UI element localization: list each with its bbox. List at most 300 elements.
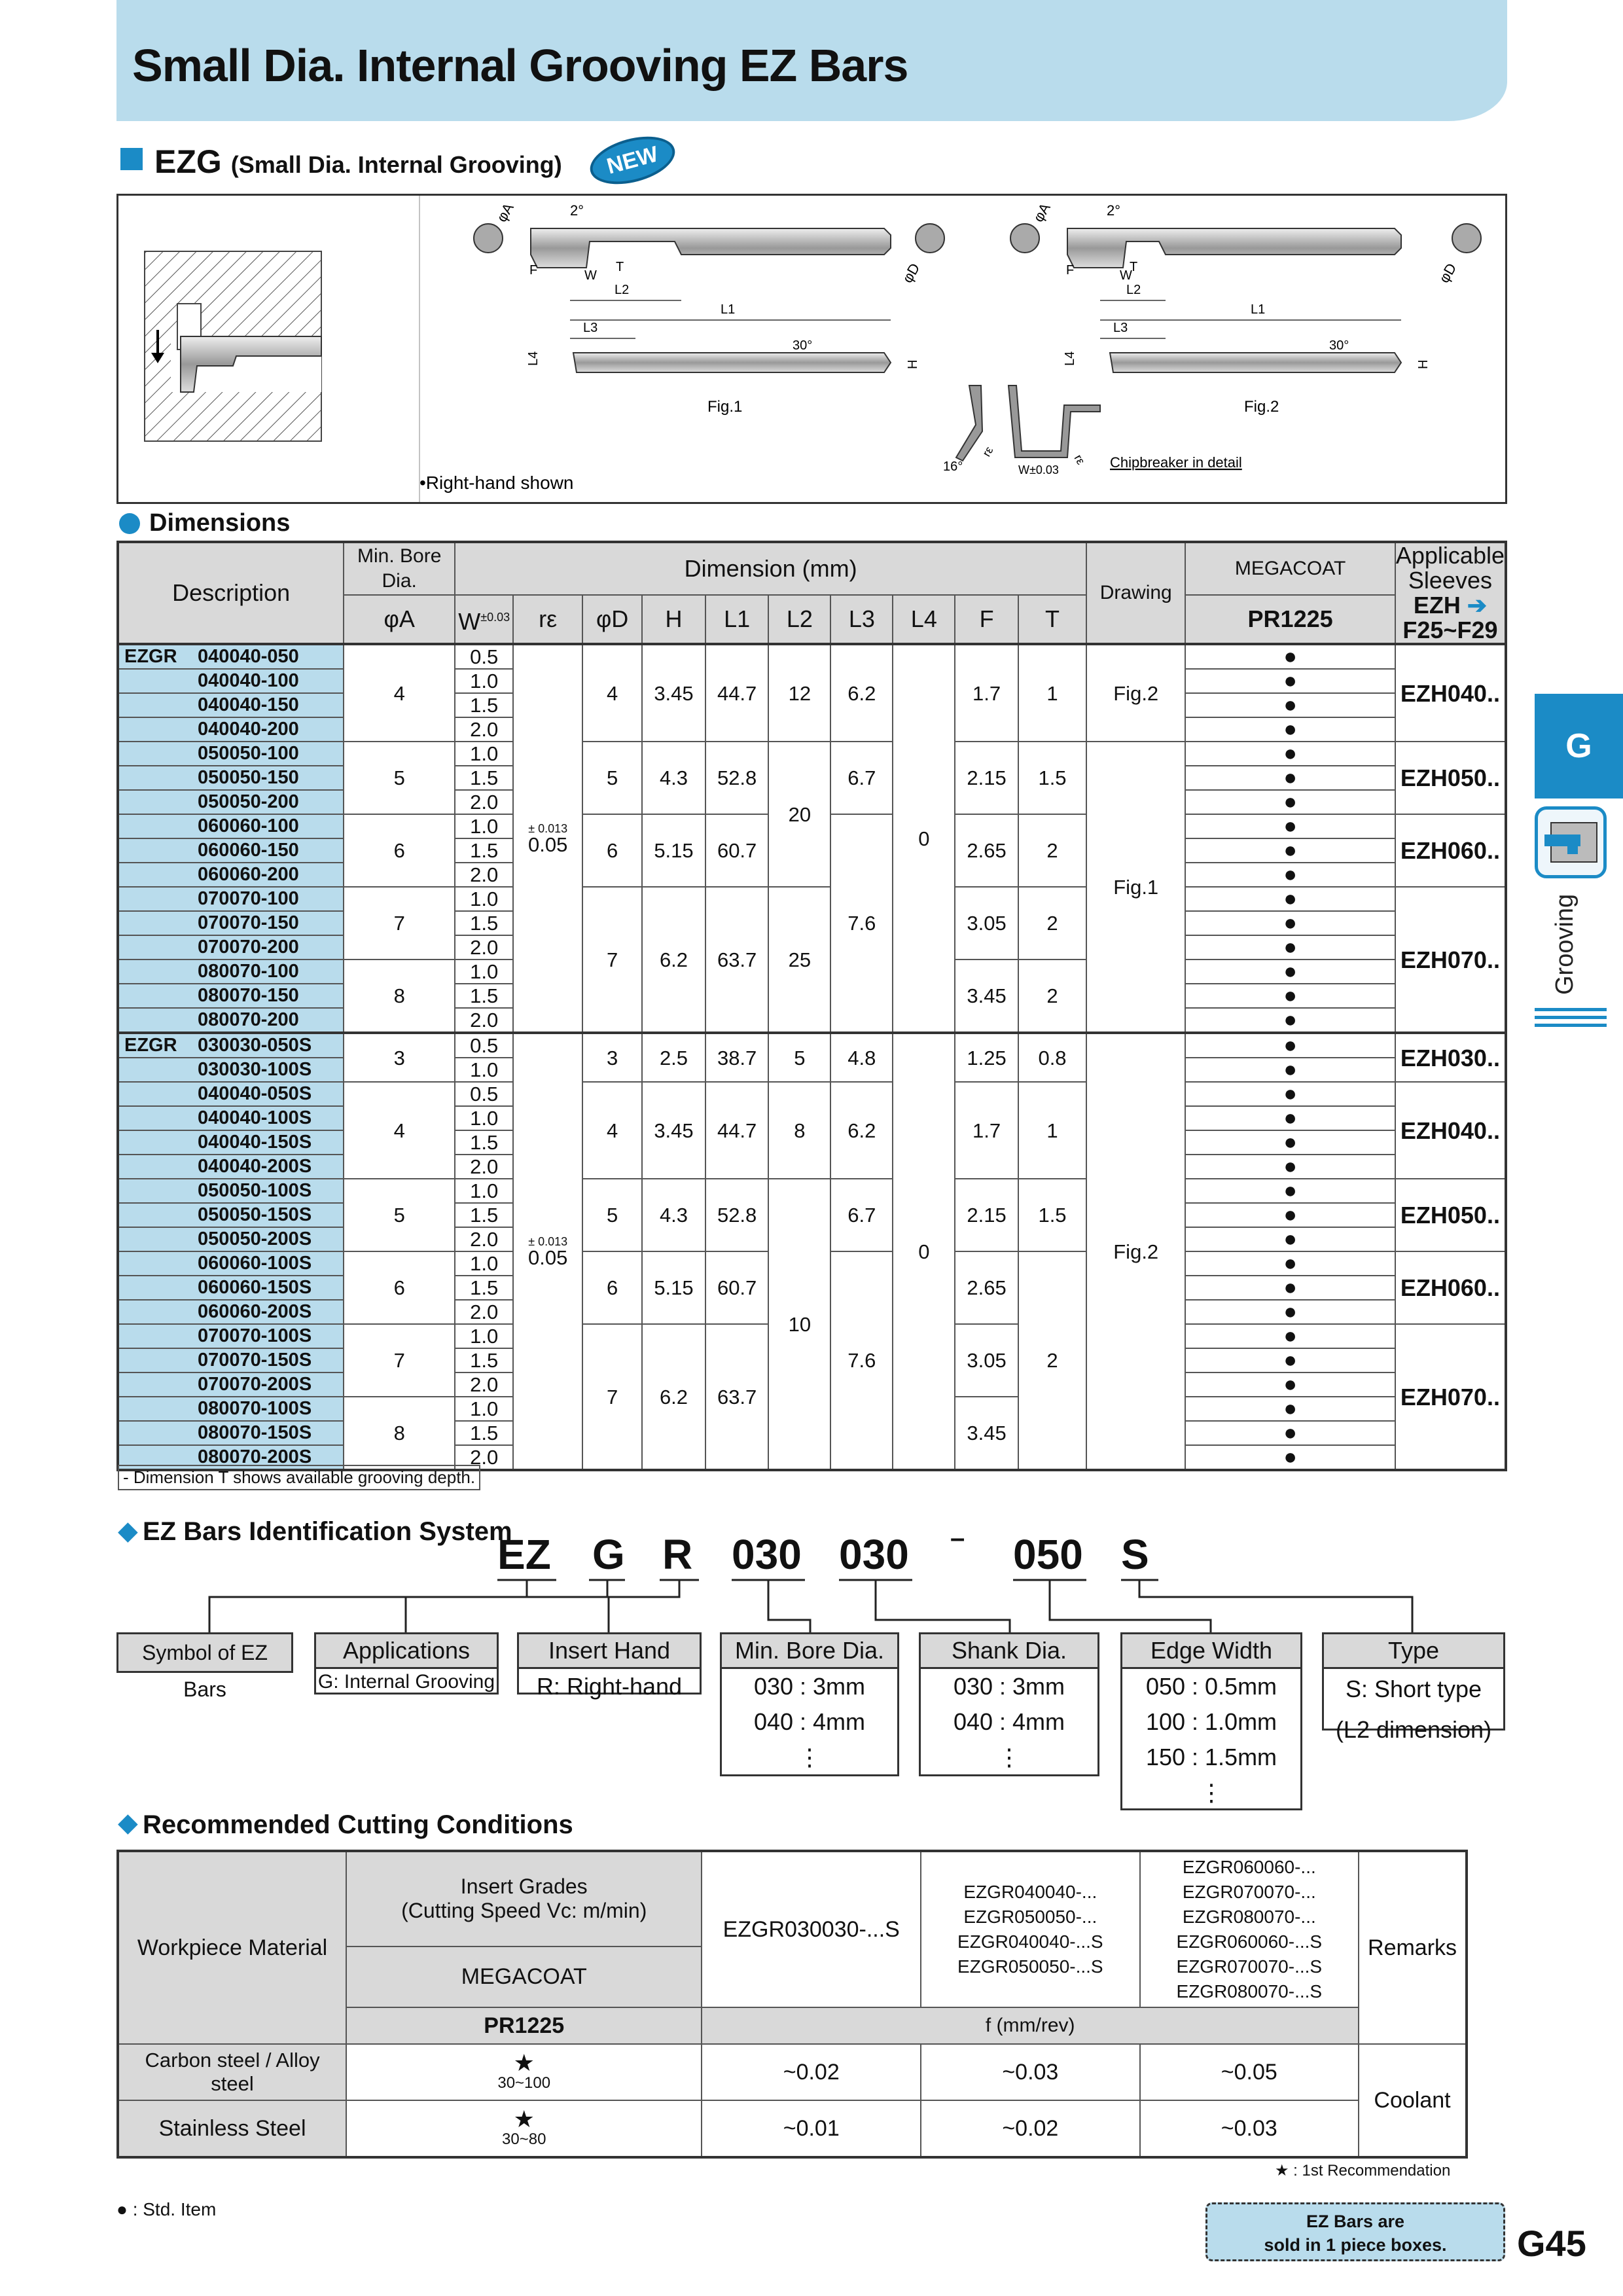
std-item-dot-icon: ● [1185,1130,1395,1155]
row-code: 040040-200S [198,1156,312,1177]
ident-box-line: 100 : 1.0mm [1145,1708,1277,1735]
fig2-dim-l1: L1 [1251,302,1266,317]
cell-t: 1.5 [1018,1179,1086,1251]
std-item-dot-icon: ● [1185,911,1395,935]
ident-box-line: 150 : 1.5mm [1145,1744,1277,1770]
cell-w: 1.5 [455,911,513,935]
row-code: 070070-150 [198,912,299,933]
cell-w: 2.0 [455,863,513,887]
cell-w: 1.0 [455,960,513,984]
ident-box-header: Symbol of EZ Bars [118,1634,291,1671]
row-prefix: EZGR [124,646,177,667]
ident-box-line: G: Internal Grooving [317,1671,495,1693]
recommended-table [116,1850,1468,2159]
rec-grades [346,1851,702,1946]
cell-w: 2.0 [455,717,513,742]
cell-l4: 0 [893,1033,955,1470]
rec-speed-value: 30~100 [497,2074,551,2092]
cell-phiA: 7 [344,1324,455,1397]
chip-re-right: rε [1071,452,1088,467]
row-code: 040040-050 [198,646,299,667]
cell-sleeve: EZH050.. [1395,1179,1506,1251]
star-icon: ★ [513,2106,535,2132]
cell-f: 3.45 [955,1397,1018,1470]
rec-material: Carbon steel / Alloy steel [118,2044,346,2100]
row-code: 030030-050S [198,1035,312,1056]
chipbreaker-caption: Chipbreaker in detail [1110,454,1242,471]
fig1-dim-l4: L4 [526,351,541,366]
std-item-dot-icon: ● [1185,887,1395,911]
row-code: 070070-200 [198,937,299,958]
cell-w: 1.5 [455,984,513,1008]
cell-phiA: 6 [344,814,455,887]
rec-col3-item: EZGR080070-...S [1176,1981,1323,2001]
row-code: 070070-150S [198,1350,312,1371]
rec-feed: f (mm/rev) [702,2007,1359,2044]
fig1-caption: Fig.1 [707,398,743,416]
cell-l3: 6.2 [830,644,893,742]
row-code: 040040-050S [198,1083,312,1104]
cell-w: 2.0 [455,1155,513,1179]
cell-drawing: Fig.2 [1086,644,1185,742]
page-number: G45 [1517,2223,1586,2264]
side-line [1535,1024,1607,1027]
fig1-angle-2: 2° [570,202,584,219]
ident-box-header: Edge Width [1122,1634,1300,1669]
std-item-dot-icon: ● [1185,1008,1395,1033]
row-code: 050050-150S [198,1204,312,1225]
ident-box [1120,1632,1302,1810]
sleeves-title: Applicable Sleeves [1395,542,1505,594]
rec-f: ~0.02 [921,2100,1139,2157]
col-min-bore: Min. Bore Dia. [344,542,455,595]
fig1-dim-l1: L1 [721,302,736,317]
cell-sleeve: EZH060.. [1395,814,1506,887]
fig2-dim-w: W [1120,268,1132,283]
cell-t: 1 [1018,644,1086,742]
cell-w: 1.5 [455,1276,513,1300]
cell-w: 1.5 [455,1348,513,1372]
cell-sleeve: EZH030.. [1395,1033,1506,1082]
rec-speed [346,2044,702,2100]
std-item-dot-icon: ● [1185,1300,1395,1324]
cell-drawing: Fig.2 [1086,1033,1185,1470]
right-hand-note: •Right-hand shown [419,473,574,493]
col-t: T [1018,595,1086,644]
row-code: 070070-100S [198,1325,312,1346]
cell-phiA: 4 [344,644,455,742]
cell-t: 2 [1018,1251,1086,1470]
ident-box-line: 030 : 3mm [753,1673,866,1700]
rec-material: Stainless Steel [118,2100,346,2157]
col-phiD: φD [582,595,642,644]
cell-f: 3.05 [955,887,1018,960]
rec-col1: EZGR030030-...S [702,1851,921,2007]
std-item-dot-icon: ● [1185,1397,1395,1421]
std-item-dot-icon: ● [1185,1058,1395,1082]
cell-phiA: 3 [344,1033,455,1082]
std-item-dot-icon: ● [1185,1372,1395,1397]
cell-phiA: 8 [344,1397,455,1470]
cell-f: 1.7 [955,644,1018,742]
ident-box-line: 050 : 0.5mm [1145,1673,1277,1700]
std-item-dot-icon: ● [1185,1082,1395,1106]
cell-l2: 8 [768,1082,830,1179]
rec-col2-item: EZGR050050-...S [957,1956,1103,1977]
row-code: 060060-200 [198,864,299,885]
cell-w: 0.5 [455,1082,513,1106]
cell-phiD: 7 [582,1324,642,1470]
re-value: 0.05 [528,1246,568,1269]
row-code: 050050-150 [198,767,299,788]
col-megacoat: MEGACOAT [1185,542,1395,595]
cell-phiD: 7 [582,887,642,1033]
cell-t: 0.8 [1018,1033,1086,1082]
ident-box-header: Shank Dia. [921,1634,1097,1669]
cell-w: 2.0 [455,790,513,814]
row-code: 060060-200S [198,1301,312,1322]
col-f: F [955,595,1018,644]
ident-box-line: R: Right-hand [536,1673,683,1700]
cell-w: 1.0 [455,814,513,838]
rec-grades-title: Insert Grades [460,1874,588,1899]
std-item-dot-icon: ● [1185,814,1395,838]
cell-sleeve: EZH070.. [1395,887,1506,1033]
std-item-dot-icon: ● [1185,1106,1395,1130]
ident-part-shank: 030 [839,1531,909,1578]
rec-f: ~0.02 [702,2044,921,2100]
std-item-dot-icon: ● [1185,644,1395,669]
row-code: 030030-100S [198,1059,312,1080]
cell-w: 1.5 [455,838,513,863]
fig2-dim-l3: L3 [1113,321,1128,335]
cell-phiD: 3 [582,1033,642,1082]
cell-l2: 5 [768,1033,830,1082]
fig1-dim-d: φD [899,260,923,286]
cell-phiA: 6 [344,1251,455,1324]
cell-w: 2.0 [455,1008,513,1033]
std-item-dot-icon: ● [1185,790,1395,814]
side-tab-g[interactable]: G [1535,694,1623,798]
fig1-dim-w: W [584,268,597,283]
cell-w: 1.0 [455,1324,513,1348]
fig2-angle-2: 2° [1107,202,1121,219]
row-code: 080070-100 [198,961,299,982]
ezg-code: EZG [154,143,222,180]
cell-w: 0.5 [455,644,513,669]
fig2-angle-30: 30° [1329,338,1349,353]
cell-l1: 52.8 [705,742,769,814]
cell-w: 1.0 [455,669,513,693]
cell-h: 5.15 [642,814,705,887]
re-value: 0.05 [528,833,568,856]
fig2-dim-l4: L4 [1063,351,1077,366]
std-item-note: ● : Std. Item [116,2199,217,2219]
ident-box [919,1632,1099,1776]
cell-l4: 0 [893,644,955,1033]
rec-col2-item: EZGR040040-... [963,1882,1097,1902]
cell-t: 2 [1018,887,1086,960]
row-code: 060060-150 [198,840,299,861]
cell-l1: 60.7 [705,814,769,887]
row-code: 040040-200 [198,719,299,740]
cell-t: 2 [1018,960,1086,1033]
cell-l1: 44.7 [705,644,769,742]
chip-w-tol: W±0.03 [1018,463,1059,476]
cell-l1: 60.7 [705,1251,769,1324]
cell-l3: 7.6 [830,814,893,1033]
ident-box-line: 030 : 3mm [953,1673,1065,1700]
col-l3: L3 [830,595,893,644]
chip-angle-16: 16° [943,459,963,474]
std-item-dot-icon: ● [1185,1155,1395,1179]
std-item-dot-icon: ● [1185,863,1395,887]
rec-f: ~0.05 [1140,2044,1359,2100]
ident-part-dash: – [950,1524,965,1552]
page-title: Small Dia. Internal Grooving EZ Bars [132,40,908,91]
fig1-dim-t: T [616,260,624,274]
ident-box-line: S: Short type [1345,1676,1482,1702]
cell-phiD: 4 [582,1082,642,1179]
rec-f: ~0.01 [702,2100,921,2157]
std-item-dot-icon: ● [1185,1251,1395,1276]
ident-part-width: 050 [1013,1531,1083,1578]
col-l2: L2 [768,595,830,644]
cell-l2: 20 [768,742,830,887]
ident-box [517,1632,702,1700]
fig1-angle-30: 30° [793,338,813,353]
row-code: 080070-150 [198,985,299,1006]
rec-col2-item: EZGR040040-...S [957,1931,1103,1952]
std-item-dot-icon: ● [1185,984,1395,1008]
col-drawing: Drawing [1086,542,1185,644]
col-description: Description [118,542,344,644]
ident-box-line: ⋮ [1200,1779,1223,1806]
ident-box [720,1632,899,1776]
side-tab-label: Grooving [1551,893,1578,995]
std-item-dot-icon: ● [1185,1421,1395,1445]
cell-w: 1.5 [455,1130,513,1155]
cell-phiD: 6 [582,814,642,887]
fig1-dim-l2: L2 [615,283,630,297]
ident-box [314,1632,499,1695]
row-code: 070070-200S [198,1374,312,1395]
cell-w: 2.0 [455,1300,513,1324]
ezg-subtitle: (Small Dia. Internal Grooving) [230,151,562,178]
row-code: 050050-200 [198,791,299,812]
ident-box-line: 040 : 4mm [753,1708,866,1735]
ident-part-g: G [592,1531,625,1578]
cell-w: 1.0 [455,1058,513,1082]
diamond-icon: ◆ [118,1516,138,1545]
side-line [1535,1008,1607,1011]
cell-l3: 6.2 [830,1082,893,1179]
sold-line-1: EZ Bars are [1306,2212,1405,2231]
rec-workpiece: Workpiece Material [118,1851,346,2044]
cell-sleeve: EZH040.. [1395,1082,1506,1179]
rec-col3-item: EZGR070070-... [1182,1882,1316,1902]
fig2-dim-h: H [1416,359,1431,369]
arrow-icon: ➔ [1467,592,1488,619]
cell-l3: 4.8 [830,1033,893,1082]
cell-l2: 10 [768,1179,830,1470]
cell-sleeve: EZH070.. [1395,1324,1506,1470]
rec-remarks: Remarks [1359,1851,1467,2044]
std-item-dot-icon: ● [1185,1324,1395,1348]
cell-f: 2.65 [955,1251,1018,1324]
row-code: 080070-150S [198,1422,312,1443]
cell-t: 2 [1018,814,1086,887]
cell-l2: 12 [768,644,830,742]
rec-speed-unit: (Cutting Speed Vc: m/min) [401,1899,647,1923]
ident-box [1322,1632,1505,1743]
cell-w: 1.5 [455,766,513,790]
ident-box-header: Min. Bore Dia. [722,1634,897,1669]
cell-w: 1.5 [455,1203,513,1227]
std-item-dot-icon: ● [1185,1033,1395,1058]
star-icon: ★ [513,2049,535,2076]
ident-part-bore: 030 [732,1531,802,1578]
cell-w: 1.0 [455,1179,513,1203]
cell-h: 6.2 [642,1324,705,1470]
ident-heading: EZ Bars Identification System [143,1517,512,1546]
cell-w: 1.0 [455,887,513,911]
row-code: 050050-200S [198,1229,312,1249]
rec-col3-item: EZGR070070-...S [1176,1956,1323,1977]
diamond-icon-2: ◆ [118,1808,138,1837]
cell-w: 1.0 [455,1251,513,1276]
cell-phiA: 5 [344,1179,455,1251]
rec-megacoat: MEGACOAT [346,1946,702,2007]
cell-phiD: 6 [582,1251,642,1324]
cell-h: 4.3 [642,742,705,814]
col-w-label: W [458,607,481,635]
dimension-note: - Dimension T shows available grooving depth. [118,1465,480,1490]
cell-w: 2.0 [455,1227,513,1251]
cell-w: 2.0 [455,1445,513,1470]
cell-f: 1.25 [955,1033,1018,1082]
rec-speed-value: 30~80 [502,2130,546,2148]
fig2-dim-d: φD [1435,260,1460,286]
ident-box-header: Applications [316,1634,497,1669]
cell-l1: 63.7 [705,1324,769,1470]
side-line [1535,1016,1607,1019]
ident-box-header: Insert Hand [519,1634,700,1669]
std-item-dot-icon: ● [1185,838,1395,863]
ident-box-line: (L2 dimension) [1335,1716,1492,1743]
row-code: 040040-150 [198,694,299,715]
chip-re-left: rε [980,444,996,459]
rec-pr1225: PR1225 [346,2007,702,2044]
cell-f: 3.05 [955,1324,1018,1397]
std-item-dot-icon: ● [1185,766,1395,790]
fig2-dim-t: T [1130,260,1138,274]
cell-phiD: 5 [582,742,642,814]
rec-col2-item: EZGR050050-... [963,1907,1097,1927]
cell-w: 1.0 [455,1106,513,1130]
cell-l1: 38.7 [705,1033,769,1082]
rec-f: ~0.03 [1140,2100,1359,2157]
row-prefix: EZGR [124,1035,177,1056]
cell-f: 2.65 [955,814,1018,887]
cell-l3: 6.7 [830,1179,893,1251]
cell-l3: 7.6 [830,1251,893,1470]
col-l4: L4 [893,595,955,644]
fig2-dim-l2: L2 [1126,283,1141,297]
cell-w: 1.5 [455,693,513,717]
cell-phiA: 4 [344,1082,455,1179]
row-code: 050050-100 [198,743,299,764]
std-item-dot-icon: ● [1185,1203,1395,1227]
ident-part-type: S [1121,1531,1149,1578]
row-code: 060060-150S [198,1277,312,1298]
row-code: 040040-150S [198,1132,312,1153]
col-pr1225: PR1225 [1185,595,1395,644]
std-item-dot-icon: ● [1185,1348,1395,1372]
std-item-dot-icon: ● [1185,1227,1395,1251]
col-dimension-mm: Dimension (mm) [455,542,1086,595]
cell-h: 3.45 [642,1082,705,1179]
cell-w: 2.0 [455,1372,513,1397]
ident-box [116,1632,293,1701]
row-code: 080070-100S [198,1398,312,1419]
dimensions-heading: Dimensions [149,509,291,537]
row-code: 070070-100 [198,888,299,909]
cell-l1: 52.8 [705,1179,769,1251]
fig1-dim-f: F [529,263,538,278]
std-item-dot-icon: ● [1185,1179,1395,1203]
ident-box-line: ⋮ [798,1744,821,1770]
row-code: 080070-200S [198,1446,312,1467]
rec-col3-item: EZGR060060-...S [1176,1931,1323,1952]
cell-t: 1.5 [1018,742,1086,814]
cell-f: 2.15 [955,1179,1018,1251]
fig1-dim-a: φA [493,200,517,225]
std-item-dot-icon: ● [1185,693,1395,717]
cell-phiA: 8 [344,960,455,1033]
cell-drawing: Fig.1 [1086,742,1185,1033]
cell-f: 2.15 [955,742,1018,814]
ident-part-ez: EZ [497,1531,551,1578]
row-code: 080070-200 [198,1009,299,1030]
fig2-dim-a: φA [1029,200,1054,225]
ident-box-line: ⋮ [997,1744,1021,1770]
col-w-tol: ±0.03 [480,610,510,624]
cell-phiA: 7 [344,887,455,960]
std-item-dot-icon: ● [1185,742,1395,766]
cell-phiA: 5 [344,742,455,814]
cell-t: 1 [1018,1082,1086,1179]
rec-coolant: Coolant [1359,2044,1467,2157]
grooving-icon [1535,806,1607,878]
fig2-caption: Fig.2 [1244,398,1279,416]
rec-col2 [921,1851,1139,2007]
rec-col3-item: EZGR080070-... [1182,1907,1316,1927]
new-badge: NEW [585,128,681,192]
col-l1: L1 [705,595,769,644]
row-code: 040040-100 [198,670,299,691]
row-code: 060060-100S [198,1253,312,1274]
rec-f: ~0.03 [921,2044,1139,2100]
cell-l1: 44.7 [705,1082,769,1179]
std-item-dot-icon: ● [1185,1276,1395,1300]
rec-col3 [1140,1851,1359,2007]
fig1-dim-h: H [906,359,920,369]
cell-w: 0.5 [455,1033,513,1058]
ident-box-line: 040 : 4mm [953,1708,1065,1735]
fig2-dim-f: F [1066,263,1075,278]
cell-h: 2.5 [642,1033,705,1082]
